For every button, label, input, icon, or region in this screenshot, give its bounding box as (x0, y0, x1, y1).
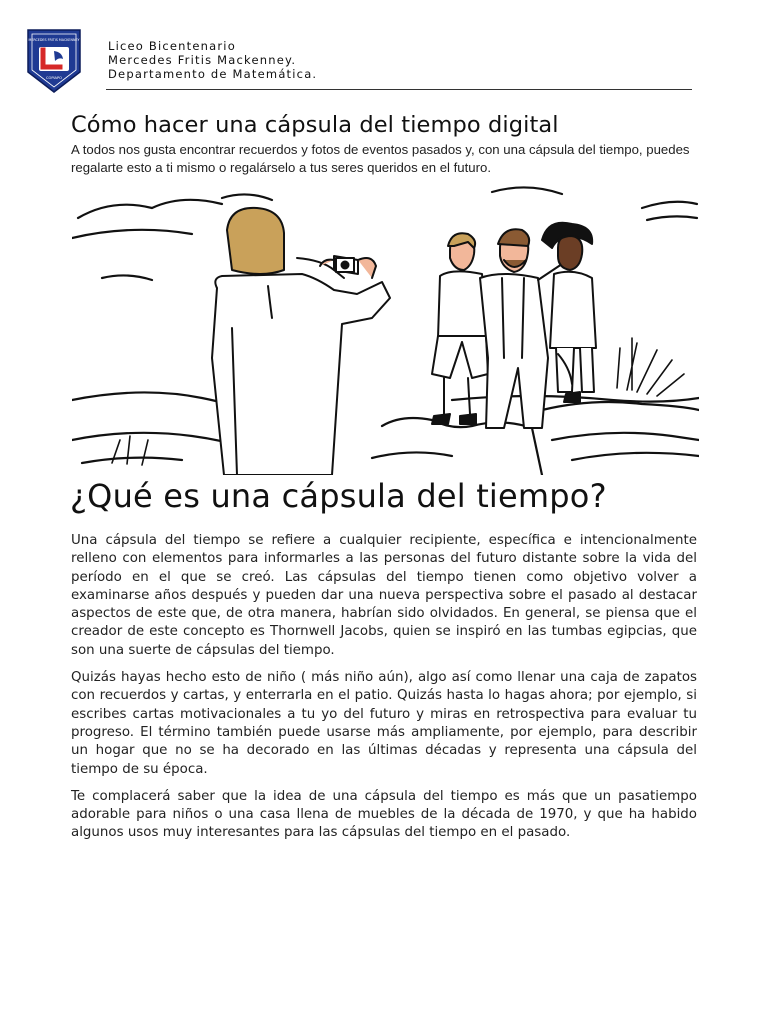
header-divider (106, 89, 692, 90)
friend-right (542, 223, 596, 402)
logo-text-top: MERCEDES FRITIS MACKENNEY (28, 38, 80, 42)
section-heading: ¿Qué es una cápsula del tiempo? (70, 477, 607, 515)
school-full-name: Mercedes Fritis Mackenney. (108, 53, 297, 67)
rocks-icon (72, 402, 699, 475)
body-paragraph-3: Te complacerá saber que la idea de una cápsula del tiempo es más que un pasatiempo adorable para niños o una casa llena de muebles de la década de 1970, y que ha habido algunos usos muy interesantes para las cápsulas del tiempo en el pasado. (71, 788, 697, 841)
intro-paragraph: A todos nos gusta encontrar recuerdos y fotos de eventos pasados y, con una cápsula del tiempo, puedes regalarte esto a ti mismo o regalárselo a tus seres queridos en el futuro. (71, 142, 690, 175)
logo-text-bottom: COPIAPO (45, 76, 63, 80)
friend-left (432, 233, 488, 424)
article-body (71, 532, 697, 852)
school-header (108, 39, 317, 81)
page-title: Cómo hacer una cápsula del tiempo digital (71, 112, 559, 138)
school-name: Liceo Bicentenario (108, 39, 236, 53)
body-paragraph-1: Una cápsula del tiempo se refiere a cualquier recipiente, específica e intencionalmente relleno con elementos para informarles a las personas del futuro distante sobre la vida del período en el que se creó. Las cápsulas del tiempo tienen como objetivo volver a examinarse años después y pueden dar una nueva perspectiva sobre el pasado al destacar aspectos de este que, de otra manera, habrían sido olvidados. En general, se piensa que el creador de este concepto es Thornwell Jacobs, quien se inspiró en las tumbas egipcias, que son una suerte de cápsulas del tiempo. (71, 533, 697, 658)
department-name: Departamento de Matemática. (108, 67, 318, 81)
body-paragraph-2: Quizás hayas hecho esto de niño ( más niño aún), algo así como llenar una caja de zapatos con recuerdos y cartas, y enterrarla en el patio. Quizás hasta lo hagas ahora; por ejemplo, si escribes cartas motivacionales a tu yo del futuro y miras en retrospectiva para evaluar tu progreso. El término también puede usarse más ampliamente, por ejemplo, para describir un hogar que no se ha decorado en las últimas décadas y representa una cápsula del tiempo de su época. (71, 670, 697, 777)
illustration-friends-photo (72, 178, 699, 475)
cloud-icon (72, 187, 697, 280)
woman-photographer (212, 208, 390, 475)
school-logo (26, 28, 82, 94)
friend-middle (480, 229, 562, 428)
